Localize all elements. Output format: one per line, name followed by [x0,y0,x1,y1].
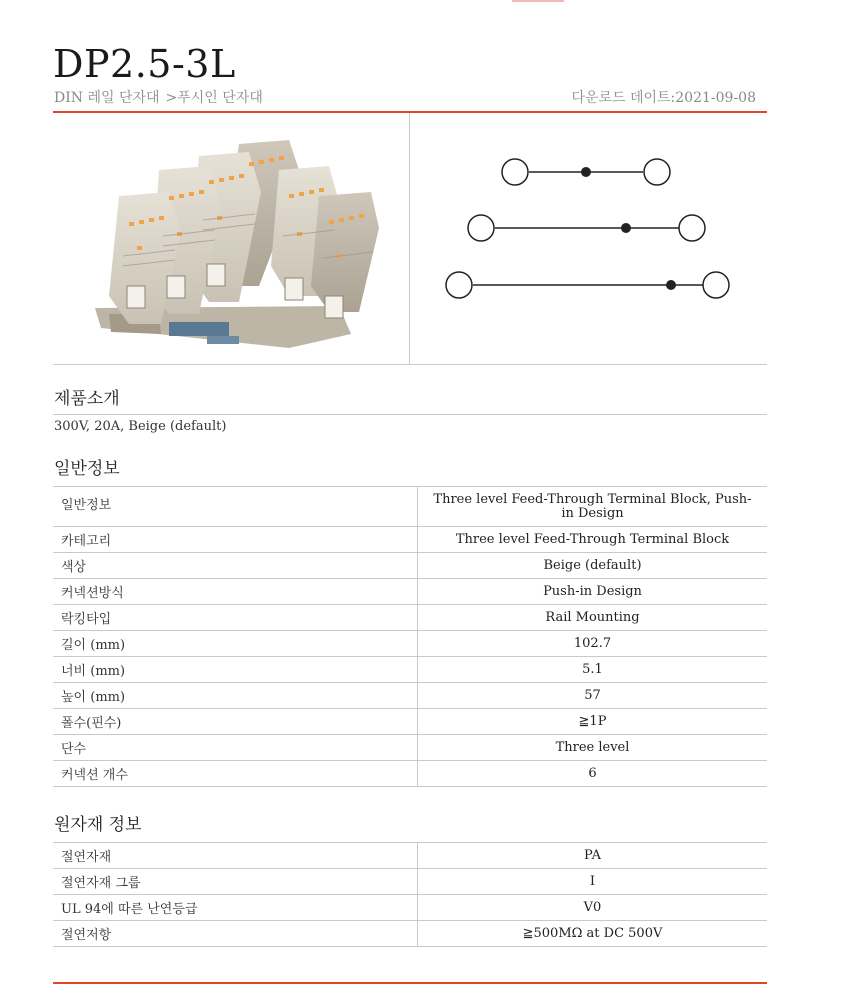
table-row [53,921,767,947]
spec-key: 커넥션 개수 [53,761,418,787]
spec-value: Three level Feed-Through Terminal Block [418,527,768,553]
product-title: DP2.5-3L [53,42,236,86]
spec-value: Three level [418,735,768,761]
spec-key: 커넥션방식 [53,579,418,605]
table-row [53,631,767,657]
top-accent-mark [512,0,564,2]
spec-key: 길이 (mm) [53,631,418,657]
table-row [53,761,767,787]
download-date: 다운로드 데이트:2021-09-08 [571,90,756,106]
spec-key: 절연저항 [53,921,418,947]
spec-key: 단수 [53,735,418,761]
intro-rule [53,414,767,415]
spec-key: 너비 (mm) [53,657,418,683]
spec-value: V0 [418,895,768,921]
spec-value: 6 [418,761,768,787]
breadcrumb-category[interactable]: DIN 레일 단자대 [54,90,160,106]
table-row [53,869,767,895]
spec-value: Push-in Design [418,579,768,605]
spec-value: I [418,869,768,895]
spec-key: UL 94에 따른 난연등급 [53,895,418,921]
three-level-schematic [441,151,741,311]
breadcrumb [54,87,269,107]
spec-key: 폴수(핀수) [53,709,418,735]
table-row [53,709,767,735]
table-row [53,487,767,527]
spec-value: Rail Mounting [418,605,768,631]
spec-key: 절연자재 [53,843,418,869]
spec-value: 102.7 [418,631,768,657]
table-row [53,735,767,761]
intro-text: 300V, 20A, Beige (default) [54,419,227,434]
table-row [53,657,767,683]
terminal-block-photo [89,136,379,356]
table-row [53,843,767,869]
spec-value: 57 [418,683,768,709]
table-row [53,527,767,553]
spec-key: 색상 [53,553,418,579]
spec-value: 5.1 [418,657,768,683]
spec-value: ≧1P [418,709,768,735]
table-row [53,579,767,605]
material-section-title: 원자재 정보 [54,815,142,835]
spec-key: 락킹타입 [53,605,418,631]
spec-key: 절연자재 그룹 [53,869,418,895]
general-section-title: 일반정보 [54,459,120,479]
spec-key: 높이 (mm) [53,683,418,709]
table-row [53,553,767,579]
footer-rule [53,982,767,984]
spec-value: ≧500MΩ at DC 500V [418,921,768,947]
general-info-table [53,486,767,787]
spec-value: PA [418,843,768,869]
breadcrumb-subcategory[interactable]: >푸시인 단자대 [165,90,263,106]
product-hero [53,113,767,365]
spec-key: 일반정보 [53,487,418,527]
intro-section-title: 제품소개 [54,389,120,409]
table-row [53,895,767,921]
material-info-table [53,842,767,947]
table-row [53,683,767,709]
table-row [53,605,767,631]
hero-divider [409,113,410,364]
spec-value: Three level Feed-Through Terminal Block, Push-in Design [418,487,768,527]
spec-value: Beige (default) [418,553,768,579]
spec-key: 카테고리 [53,527,418,553]
